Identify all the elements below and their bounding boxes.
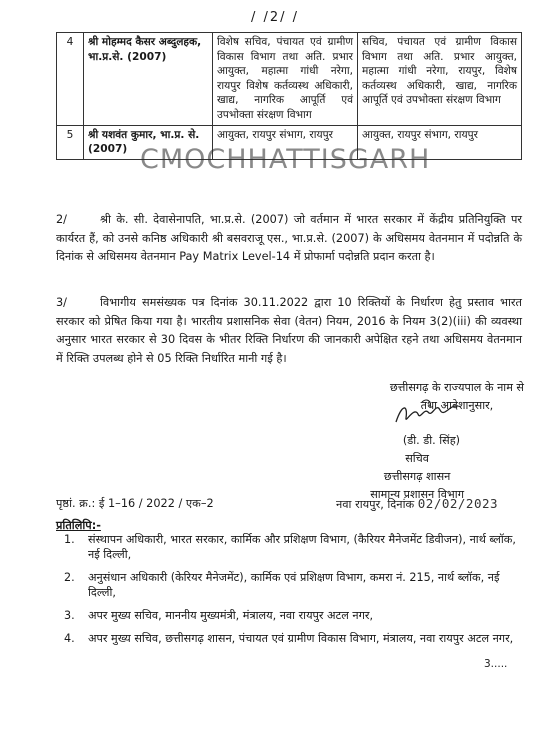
list-item: [56, 532, 516, 562]
list-item-number: 3.: [64, 609, 75, 622]
reference-number: पृष्ठां. क्र.: ई 1–16 / 2022 / एक–2: [56, 497, 214, 510]
page-header: / /2/ /: [250, 10, 300, 25]
list-item: [56, 570, 516, 600]
list-item: [56, 631, 516, 646]
officer-name: श्री यशवंत कुमार, भा.प्र. से. (2007): [84, 125, 213, 159]
handwritten-date: 02/02/2023: [417, 496, 499, 511]
list-item-number: 1.: [64, 533, 75, 546]
signatory-details: [403, 432, 460, 450]
current-post: विशेष सचिव, पंचायत एवं ग्रामीण विकास विभाग तथा अति. प्रभार आयुक्त, महात्मा गांधी नरेगा, रायपुर विशेष कर्तव्यस्थ अधिकारी, खाद्य, नागरिक आपूर्ति एवं उपभोक्ता संरक्षण विभाग: [213, 33, 358, 126]
paragraph-2: [56, 211, 522, 267]
signatory-government: छत्तीसगढ़ शासन: [383, 470, 451, 483]
page-continuation: 3.....: [484, 658, 508, 670]
list-item-number: 2.: [64, 571, 75, 584]
paragraph-number: 2/: [56, 213, 67, 226]
list-item-text: संस्थापन अधिकारी, भारत सरकार, कार्मिक और प्रशिक्षण विभाग, (कैरियर मैनेजमेंट डिवीजन), नार्थ ब्लॉक, नई दिल्ली,: [88, 533, 516, 561]
paragraph-text: श्री के. सी. देवासेनापति, भा.प्र.से. (2007) जो वर्तमान में भारत सरकार में केंद्रीय प्रतिनियुक्ति पर कार्यरत हैं, को उनसे कनिष्ठ अधिकारी श्री बसवराजू एस., भा.प्र.से. (2007) के अधिसमय वेतनमान में पदोन्नति के दिनांक से अधिसमय वेतनमान Pay Matrix Level-14 में प्रोफार्मा पदोन्नति प्रदान करता है।: [56, 213, 522, 263]
table-row: [57, 125, 522, 159]
new-post: आयुक्त, रायपुर संभाग, रायपुर: [358, 125, 522, 159]
watermark: CMOCHHATTISGARH: [140, 144, 431, 175]
list-item: [56, 608, 516, 623]
place-date: [336, 496, 498, 512]
row-number: 5: [57, 125, 84, 159]
new-post: सचिव, पंचायत एवं ग्रामीण विकास विभाग तथा अति. प्रभार आयुक्त, महात्मा गांधी नरेगा, रायपुर, विशेष कर्तव्यस्थ अधिकारी, खाद्य, नागरिक आपूर्ति एवं उपभोक्ता संरक्षण विभाग: [358, 33, 522, 126]
signatory-name: (डी. डी. सिंह): [402, 434, 460, 447]
list-item-number: 4.: [64, 632, 75, 645]
copy-heading: प्रतिलिपि:-: [56, 519, 101, 532]
signature-line-2: तथा आदेशानुसार,: [420, 399, 494, 412]
officer-name: श्री मोहम्मद कैसर अब्दुलहक, भा.प्र.से. (2007): [84, 33, 213, 126]
table-row: [57, 33, 522, 126]
list-item-text: अपर मुख्य सचिव, माननीय मुख्यमंत्री, मंत्रालय, नवा रायपुर अटल नगर,: [88, 609, 374, 622]
officer-table: [56, 32, 522, 160]
signatory-designation: सचिव: [405, 452, 429, 465]
signatory-department: सामान्य प्रशासन विभाग: [370, 488, 464, 501]
signature-line-1: छत्तीसगढ़ के राज्यपाल के नाम से: [389, 381, 524, 394]
handwritten-signature: [392, 396, 462, 430]
current-post: आयुक्त, रायपुर संभाग, रायपुर: [213, 125, 358, 159]
list-item-text: अनुसंधान अधिकारी (केरियर मैनेजमेंट), कार्मिक एवं प्रशिक्षण विभाग, कमरा नं. 215, नार्थ ब्लॉक, नई दिल्ली,: [88, 571, 500, 599]
paragraph-number: 3/: [56, 296, 67, 309]
paragraph-text: विभागीय समसंख्यक पत्र दिनांक 30.11.2022 द्वारा 10 रिक्तियों के निर्धारण हेतु प्रस्ताव भारत सरकार को प्रेषित किया गया है। भारतीय प्रशासनिक सेवा (वेतन) नियम, 2016 के नियम 3(2)(iii) की व्यवस्था अनुसार भारत सरकार से 30 दिवस के भीतर रिक्ति निर्धारण की जानकारी अपेक्षित रहने तथा अधिसमय वेतनमान में रिक्ति उपलब्ध होने से 05 रिक्ति निर्धारित मानी गई है।: [56, 296, 522, 365]
row-number: 4: [57, 33, 84, 126]
copy-list: [56, 532, 516, 654]
list-item-text: अपर मुख्य सचिव, छत्तीसगढ़ शासन, पंचायत एवं ग्रामीण विकास विभाग, मंत्रालय, नवा रायपुर अटल नगर,: [88, 632, 514, 645]
paragraph-3: [56, 294, 522, 368]
place-date-label: नवा रायपुर, दिनांक: [336, 498, 415, 511]
